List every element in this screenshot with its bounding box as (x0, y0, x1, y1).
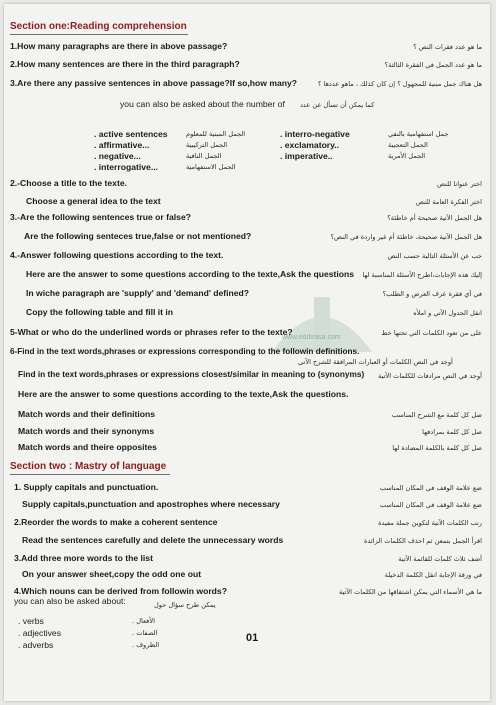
s2-q1-ar: ضع علامة الوقف في المكان المناسب (379, 484, 482, 492)
s2-q2-ar: رتب الكلمات الآتية لتكوين جملة مفيدة (378, 519, 482, 527)
s2-q3-ar: أضف ثلاث كلمات للقائمة الآتية (398, 555, 482, 563)
q2b-ar: اختر عنوانا للنص (437, 180, 482, 188)
s2-q1-en: 1. Supply capitals and punctuation. (14, 482, 159, 492)
s2-q1-sub-ar: ضع علامة الوقف في المكان المناسب (379, 501, 482, 509)
type-affirmative-en: . affirmative... (94, 140, 150, 150)
s2-q4-ar: ما هي الأسماء التي يمكن اشتقاقها من الكلمات الآتية (338, 588, 482, 596)
q6-sub2-en: Here are the answer to some questions according to the texte,Ask the questions. (18, 389, 349, 399)
q4-en: 4.-Answer following questions according to the text. (10, 250, 224, 260)
type-affirmative-ar: الجمل التركيبية (186, 141, 228, 149)
q3-ar: هل هناك جمل مبنية للمجهول ؟ إن كان كذلك ، ماهو عددها ؟ (317, 80, 482, 88)
section-one-title: Section one:Reading comprehension (10, 21, 187, 32)
q6-sub1-en: Find in the text words,phrases or expressions closest/similar in meaning to (synonyms) (18, 369, 365, 379)
type-interrogative-ar: الجمل الاستفهامية (186, 163, 236, 171)
section-two-underline (10, 474, 170, 475)
title-underline (10, 34, 188, 35)
q2b-sub-ar: اختر الفكرة العامة للنص (415, 198, 482, 206)
q4-sub3-ar: انقل الجدول الآتي و املأه (413, 309, 482, 317)
match-synonyms-ar: صل كل كلمة بمرادفها (422, 428, 482, 436)
page-number: 01 (246, 632, 259, 644)
q5-ar: على من تعود الكلمات التي تحتها خط (381, 329, 482, 337)
derived-adverbs-en: . adverbs (18, 640, 54, 650)
q3b-sub-ar: هل الجمل الآتية صحيحة، خاطئة أم غير واردة في النص؟ (330, 233, 482, 241)
q3-en: 3.Are there any passive sentences in above passage?If so,how many? (10, 78, 298, 88)
q2b-sub-en: Choose a general idea to the text (26, 196, 161, 206)
q4-sub1-ar: إليك هذه الإجابات،اطرح الأسئلة المناسبة لها (362, 271, 482, 279)
derived-verbs-en: . verbs (18, 616, 44, 626)
q6-sub1-ar: أوجد في النص مرادفات للكلمات الآتية (378, 372, 482, 380)
type-active-en: . active sentences (94, 129, 168, 139)
type-interrogative-en: . interrogative... (94, 162, 158, 172)
q5-en: 5-What or who do the underlined words or phrases refer to the texte? (10, 327, 293, 337)
s2-q3-en: 3.Add three more words to the list (14, 553, 153, 563)
q4-sub2-en: In wiche paragraph are 'supply' and 'demand' defined? (26, 288, 250, 298)
type-imperative-en: . imperative.. (280, 151, 333, 161)
section-two-title: Section two : Mastry of language (10, 461, 167, 472)
derived-adjectives-en: . adjectives (18, 628, 61, 638)
q1-en: 1.How many paragraphs are there in above passage? (10, 41, 228, 51)
match-opposites-en: Match words and theire opposites (18, 442, 157, 452)
q2b-en: 2.-Choose a title to the texte. (10, 178, 127, 188)
type-exclamatory-ar: الجمل التعجبية (388, 141, 428, 149)
q2-en: 2.How many sentences are there in the third paragraph? (10, 59, 240, 69)
type-exclamatory-en: . exclamatory.. (280, 140, 340, 150)
type-negative-ar: الجمل النافية (186, 152, 222, 160)
s2-q2-sub-ar: اقرأ الجمل بتمعن ثم احذف الكلمات الزائدة (364, 537, 482, 545)
document-page (4, 4, 490, 701)
type-interro-negative-ar: جمل استفهامية بالنفي (388, 130, 449, 138)
type-interro-negative-en: . interro-negative (280, 129, 350, 139)
q3b-en: 3.-Are the following sentences true or false? (10, 212, 191, 222)
match-opposites-ar: صل كل كلمة بالكلمة المضادة لها (392, 444, 482, 452)
s2-q4-sub-ar: يمكن طرح سؤال حول (154, 601, 216, 609)
q4-sub3-en: Copy the following table and fill it in (26, 307, 174, 317)
s2-q2-en: 2.Reorder the words to make a coherent sentence (14, 517, 218, 527)
derived-verbs-ar: الأفعال . (132, 617, 155, 625)
type-negative-en: . negative... (94, 151, 141, 161)
q2-ar: ما هو عدد الجمل في الفقرة الثالثة؟ (384, 61, 482, 69)
q4-sub1-en: Here are the answer to some questions according to the texte,Ask the questions (26, 269, 355, 279)
q1-ar: ما هو عدد فقرات النص ؟ (413, 43, 482, 51)
match-definitions-en: Match words and their definitions (18, 409, 156, 419)
also-asked-en: you can also be asked about the number of (120, 99, 285, 109)
q6-en: 6-Find in the text words,phrases or expressions corresponding to the followin definitions. (10, 347, 360, 356)
derived-adjectives-ar: الصفات . (132, 629, 158, 637)
type-imperative-ar: الجمل الأمرية (388, 152, 426, 160)
q6-ar: أوجد في النص الكلمات أو العبارات المرافقة للشرح الآتي (298, 358, 453, 366)
q3b-sub-en: Are the following senteces true,false or not mentioned? (24, 231, 252, 241)
q4-sub2-ar: في أي فقرة عرف العرض و الطلب؟ (382, 290, 482, 298)
q3b-ar: هل الجمل الآتية صحيحة أم خاطئة؟ (387, 214, 482, 222)
s2-q4-sub-en: you can also be asked about: (14, 596, 126, 606)
s2-q3-sub-ar: في ورقة الإجابة انقل الكلمة الدخيلة (384, 571, 482, 579)
s2-q3-sub-en: On your answer sheet,copy the odd one out (22, 569, 202, 579)
s2-q1-sub-en: Supply capitals,punctuation and apostrophes where necessary (22, 499, 280, 509)
also-asked-ar: كما يمكن أن تسأل عن عدد (300, 101, 375, 109)
s2-q4-en: 4.Which nouns can be derived from followin words? (14, 586, 227, 596)
type-active-ar: الجمل المبنية للمعلوم (186, 130, 246, 138)
q4-ar: جب عن الأسئلة التالية حسب النص (387, 252, 482, 260)
s2-q2-sub-en: Read the sentences carefully and delete the unnecessary words (22, 535, 284, 545)
watermark-text: www.eddirasa.com (282, 334, 341, 341)
match-synonyms-en: Match words and their synonyms (18, 426, 155, 436)
derived-adverbs-ar: الظروف . (132, 641, 160, 649)
match-definitions-ar: صل كل كلمة مع الشرح المناسب (391, 411, 482, 419)
